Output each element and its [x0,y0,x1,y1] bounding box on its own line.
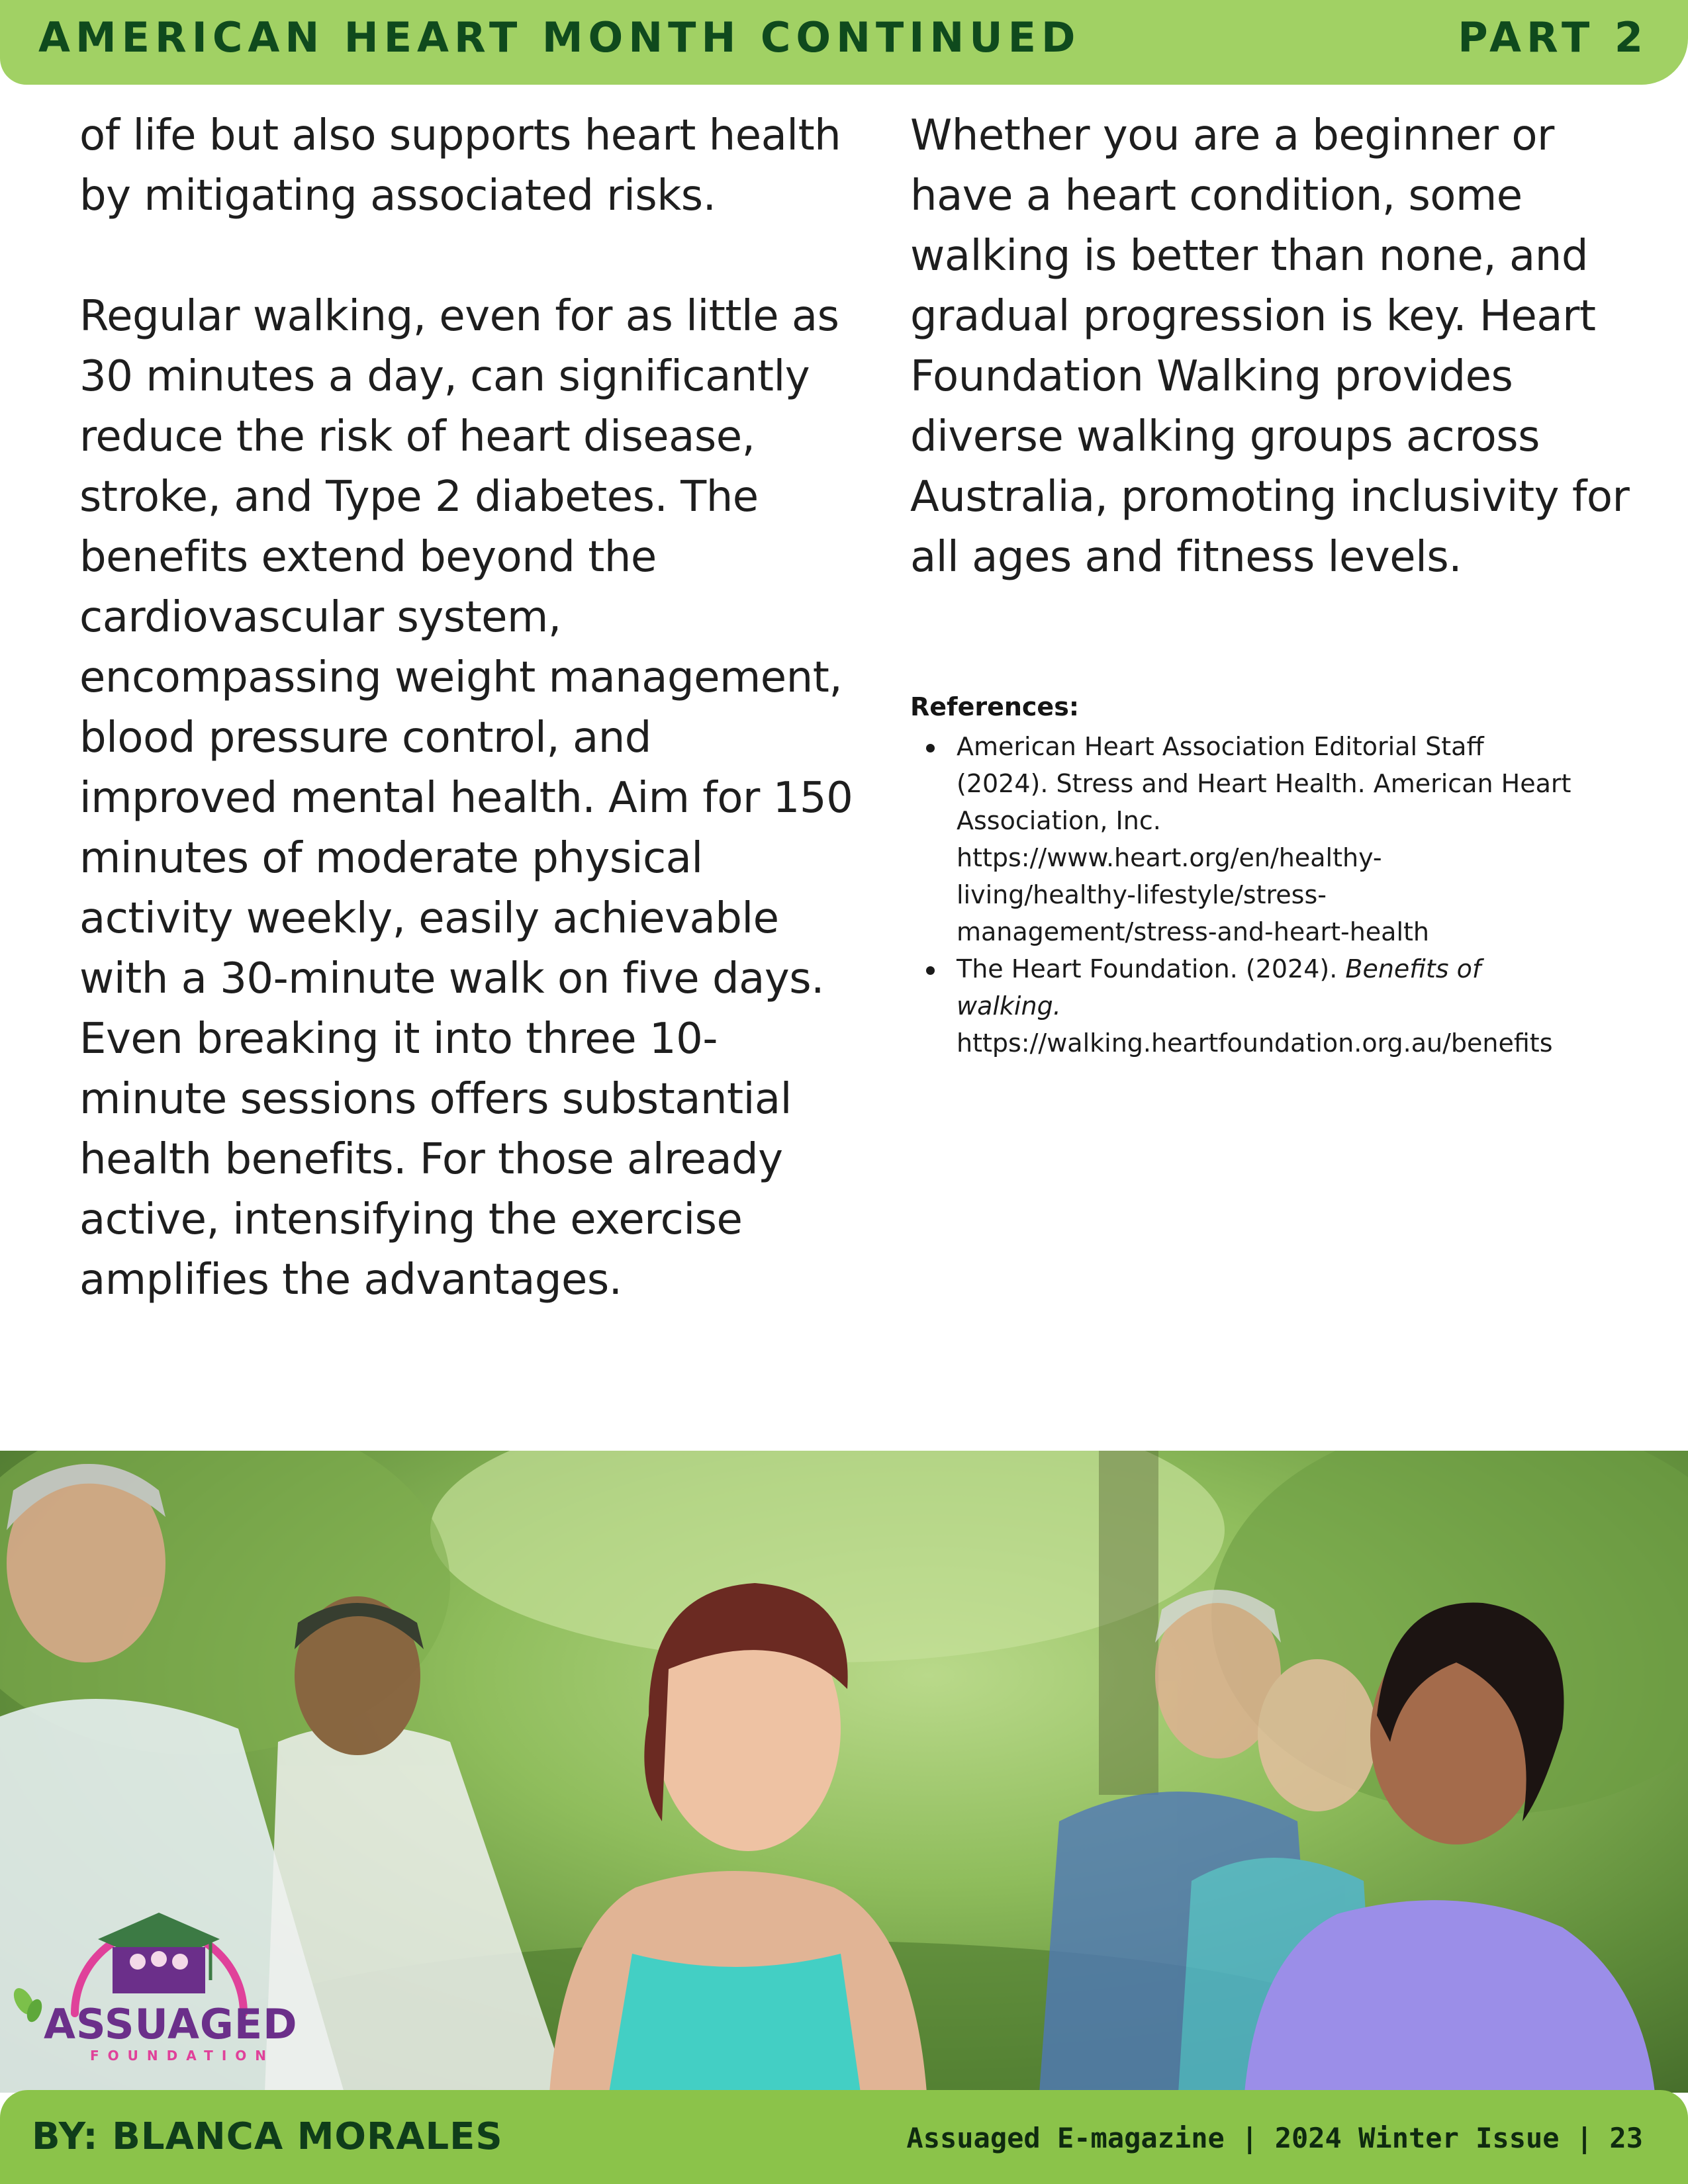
article-right-column [910,106,1658,588]
logo-subtitle: FOUNDATION [90,2048,275,2064]
reference-link[interactable]: living/healthy-lifestyle/stress- [957,880,1327,909]
reference-link[interactable]: https://walking.heartfoundation.org.au/benefits [957,1028,1553,1058]
footer-band [0,2090,1688,2184]
part-label: PART 2 [1458,13,1648,62]
reference-item [910,728,1658,950]
references-heading: References: [910,692,1080,721]
article-left-column [79,106,854,1310]
reference-line: Association, Inc. [957,806,1161,835]
article-paragraph: Whether you are a beginner or have a heart condition, some walking is better than none, and gradual progression is key. Heart Foundation Walking provides diverse walking groups across Australia, promoting inclusivity for all ages and fitness levels. [910,111,1630,582]
bullet-icon [926,744,935,752]
reference-title: walking. [957,991,1061,1021]
article-paragraph: Regular walking, even for as little as 30 minutes a day, can significantly reduce the risk of heart disease, stroke, and Type 2 diabetes. The benefits extend beyond the cardiovascular system, encompassing weight management, blood pressure control, and improved mental health. Aim for 150 minutes of moderate physical activity weekly, easily achievable with a 30-minute walk on five days. Even breaking it into three 10-minute sessions offers substantial health benefits. For those already active, intensifying the exercise amplifies the advantages. [79,292,853,1304]
reference-line [957,950,1658,987]
references-section [910,688,1658,1062]
person-second [265,1596,569,2093]
references-list [910,728,1658,1062]
reference-line [957,987,1658,1024]
reference-author: The Heart Foundation. (2024). [957,954,1346,983]
reference-title: Benefits of [1345,954,1481,983]
assuaged-foundation-logo [12,1854,303,2066]
reference-link[interactable]: management/stress-and-heart-health [957,917,1430,946]
author-byline: BY: BLANCA MORALES [32,2115,503,2158]
article-paragraph: of life but also supports heart health by mitigating associated risks. [79,111,841,220]
reference-item [910,950,1658,1062]
reference-line: (2024). Stress and Heart Health. American Heart [957,769,1571,798]
issue-info: Assuaged E-magazine | 2024 Winter Issue | 23 [906,2122,1643,2154]
header-band [0,0,1688,85]
reference-link[interactable]: https://www.heart.org/en/healthy- [957,843,1382,872]
logo-name: ASSUAGED [44,2000,298,2048]
reference-line: American Heart Association Editorial Staff [957,732,1484,761]
bullet-icon [926,966,935,975]
page-title: AMERICAN HEART MONTH CONTINUED [38,13,1081,62]
